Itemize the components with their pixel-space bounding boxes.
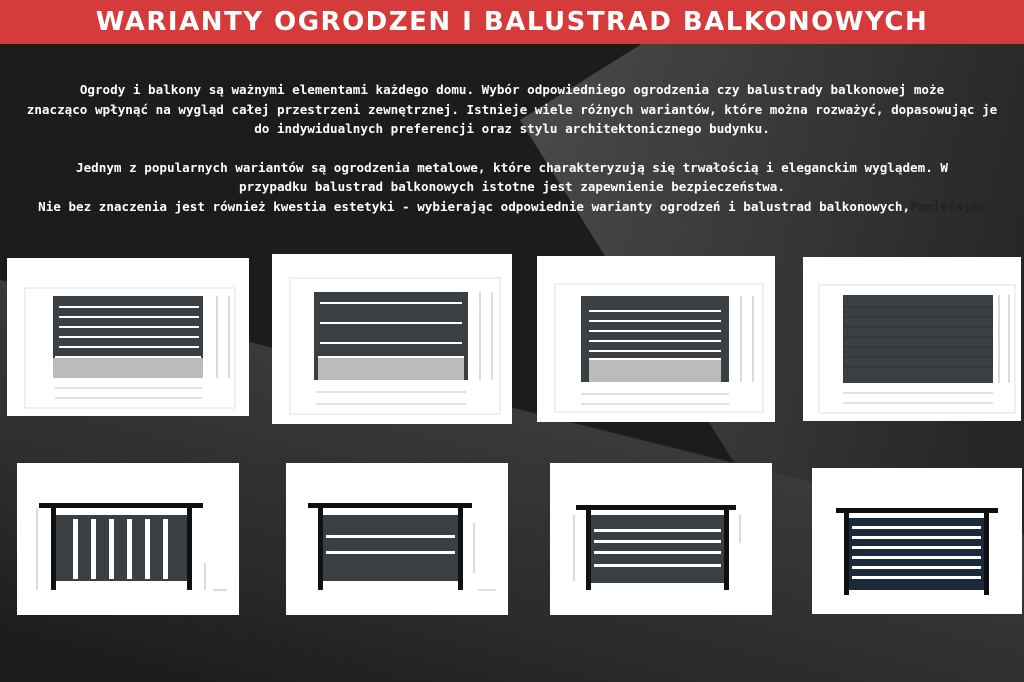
intro-line: Nie bez znaczenia jest również kwestia estetyki - wybierając odpowiednie warianty ogrodzeń i balustrad balkonowych,Pamiętajmy <box>38 198 986 214</box>
fence-card-3 <box>537 256 775 422</box>
railing-card-1 <box>17 463 239 615</box>
railing-drawing-2 <box>286 463 508 615</box>
intro-text <box>0 80 1024 216</box>
railing-card-3 <box>550 463 772 615</box>
railing-card-2 <box>286 463 508 615</box>
railing-card-4 <box>812 468 1022 614</box>
railing-drawing-3 <box>550 463 772 615</box>
intro-line: przypadku balustrad balkonowych istotne jest zapewnienie bezpieczeństwa. <box>239 179 785 194</box>
fence-drawing-2 <box>272 254 512 424</box>
intro-line: do indywidualnych preferencji oraz stylu architektonicznego budynku. <box>254 121 770 136</box>
fence-drawing-4 <box>803 257 1021 421</box>
fence-card-1 <box>7 258 249 416</box>
fence-card-4 <box>803 257 1021 421</box>
fence-drawing-3 <box>537 256 775 422</box>
title-banner <box>0 0 1024 44</box>
fence-drawing-1 <box>7 258 249 416</box>
intro-line: Ogrody i balkony są ważnymi elementami każdego domu. Wybór odpowiedniego ogrodzenia czy balustrady balkonowej może <box>79 82 945 97</box>
railing-drawing-4 <box>812 468 1022 614</box>
intro-line: Jednym z popularnych wariantów są ogrodzenia metalowe, które charakteryzują się trwałością i eleganckim wyglądem. W <box>76 159 948 175</box>
intro-line: znacząco wpłynąć na wygląd całej przestrzeni zewnętrznej. Istnieje wiele różnych wariantów, które można rozważyć, dopasowując je <box>26 101 998 117</box>
fence-card-2 <box>272 254 512 424</box>
page-title: WARIANTY OGRODZEN I BALUSTRAD BALKONOWYCH <box>95 7 929 37</box>
railing-drawing-1 <box>17 463 239 615</box>
